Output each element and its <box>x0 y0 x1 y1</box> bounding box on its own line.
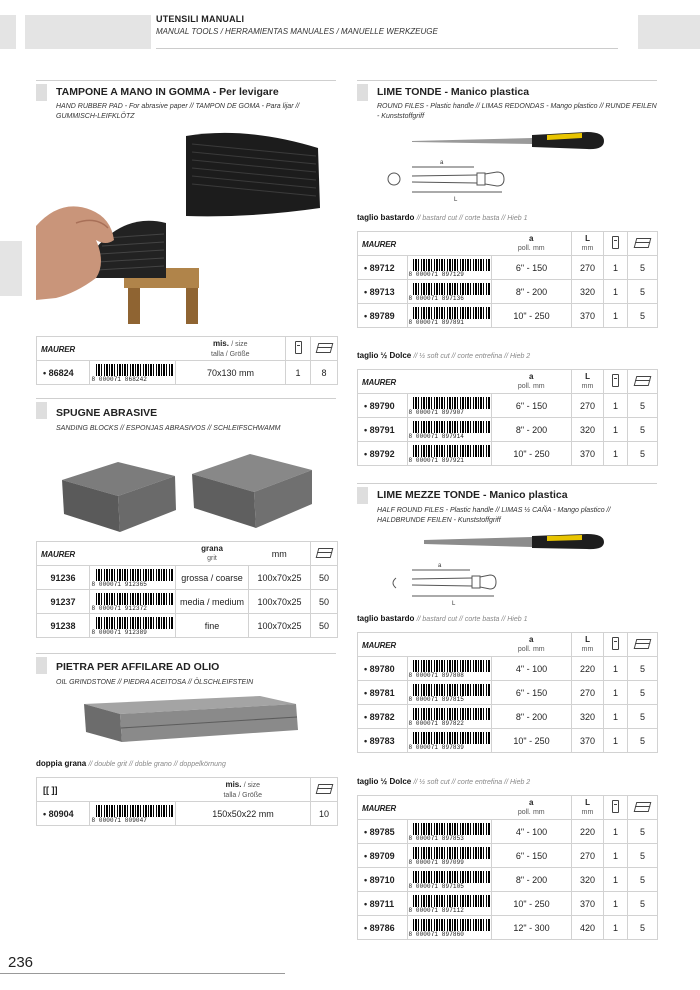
box-cell: 50 <box>311 566 338 590</box>
a-size-cell: 6" - 150 <box>492 681 572 705</box>
lime-tonde-subtitle: ROUND FILES - Plastic handle // LIMAS REDONDAS - Mango plastico // RUNDE FEILEN - Kunststoffgriff <box>377 103 657 120</box>
barcode: 8 000071 897860 <box>409 918 491 938</box>
pack-cell: 1 <box>604 657 628 681</box>
pack-cell: 1 <box>604 916 628 940</box>
barcode: 8 000071 897907 <box>409 396 491 416</box>
box-cell: 5 <box>628 304 658 328</box>
pack-cell: 1 <box>604 868 628 892</box>
box-cell: 10 <box>311 802 338 826</box>
col-a: a <box>529 798 534 807</box>
product-code: • 89782 <box>358 705 408 729</box>
rubber-pad-image <box>36 128 336 328</box>
col-mm: mm <box>249 542 311 566</box>
box-icon <box>634 639 652 649</box>
col-L-mm: mm <box>581 383 594 390</box>
table-row <box>358 418 658 442</box>
a-size-cell: 10" - 250 <box>492 892 572 916</box>
product-code: • 86824 <box>37 361 90 385</box>
box-cell: 50 <box>311 614 338 638</box>
pack-cell: 1 <box>604 304 628 328</box>
length-cell: 320 <box>572 280 604 304</box>
pietra-title: PIETRA PER AFFILARE AD OLIO <box>56 661 220 673</box>
a-size-cell: 8" - 200 <box>492 280 572 304</box>
barcode: 8 000071 897815 <box>409 683 491 703</box>
pack-cell: 1 <box>604 394 628 418</box>
box-cell: 5 <box>628 844 658 868</box>
table-row <box>358 681 658 705</box>
box-cell: 5 <box>628 442 658 466</box>
table-row <box>358 844 658 868</box>
col-size: / size <box>243 781 261 789</box>
barcode: 8 000071 897136 <box>409 282 491 302</box>
section-divider <box>36 653 336 654</box>
product-code: • 89709 <box>358 844 408 868</box>
col-L-mm: mm <box>581 245 594 252</box>
table-row <box>358 280 658 304</box>
a-size-cell: 8" - 200 <box>492 418 572 442</box>
header-tab-left <box>0 15 16 49</box>
dim-a-label: a <box>440 160 444 166</box>
a-size-cell: 10" - 250 <box>492 304 572 328</box>
side-tab <box>0 241 22 296</box>
pietra-grit-label: doppia grana // double grit // doble grano // doppelkörnung <box>36 759 226 768</box>
length-cell: 370 <box>572 892 604 916</box>
header-tab-right <box>638 15 700 49</box>
grit-cell: fine <box>176 614 249 638</box>
pack-icon <box>612 374 619 387</box>
dim-l-label: L <box>452 601 456 607</box>
table-row <box>358 705 658 729</box>
col-mm: mm <box>532 245 545 252</box>
pack-cell: 1 <box>604 442 628 466</box>
barcode: 8 000071 897921 <box>409 444 491 464</box>
product-code: • 89786 <box>358 916 408 940</box>
spugne-title: SPUGNE ABRASIVE <box>56 407 158 419</box>
col-talla: talla / Größe <box>211 350 250 358</box>
pack-cell: 1 <box>604 418 628 442</box>
length-cell: 270 <box>572 681 604 705</box>
product-code: • 89785 <box>358 820 408 844</box>
box-icon <box>634 802 652 812</box>
col-L: L <box>585 234 590 243</box>
dim-l-label: L <box>454 197 458 203</box>
product-code: • 80904 <box>37 802 90 826</box>
tampone-table <box>36 336 338 385</box>
pietra-table <box>36 777 338 826</box>
table-row <box>358 820 658 844</box>
brand-logo: MAURER <box>362 377 396 387</box>
section-marker <box>357 84 368 101</box>
product-code: • 89711 <box>358 892 408 916</box>
barcode: 8 000071 897853 <box>409 822 491 842</box>
section-divider <box>36 398 336 399</box>
col-a: a <box>529 635 534 644</box>
box-cell: 5 <box>628 729 658 753</box>
file-table-t3 <box>357 632 658 753</box>
pack-icon <box>612 236 619 249</box>
col-a: a <box>529 234 534 243</box>
spugne-table <box>36 541 338 638</box>
length-cell: 220 <box>572 657 604 681</box>
pack-cell: 1 <box>604 280 628 304</box>
product-code: • 89789 <box>358 304 408 328</box>
col-mm: mm <box>532 809 545 816</box>
table-row <box>358 256 658 280</box>
length-cell: 370 <box>572 729 604 753</box>
box-icon <box>634 376 652 386</box>
file-table-t1 <box>357 231 658 328</box>
brand-logo: MAURER <box>41 344 75 354</box>
product-code: • 89712 <box>358 256 408 280</box>
col-mis: mis. <box>212 338 229 348</box>
length-cell: 270 <box>572 394 604 418</box>
brand-logo: MAURER <box>362 640 396 650</box>
table-row <box>358 442 658 466</box>
col-L-mm: mm <box>581 809 594 816</box>
box-cell: 5 <box>628 705 658 729</box>
col-a: a <box>529 372 534 381</box>
box-cell: 5 <box>628 657 658 681</box>
cut-label-t4: taglio ½ Dolce // ½ soft cut // corte entrefina // Hieb 2 <box>357 777 531 786</box>
length-cell: 320 <box>572 418 604 442</box>
table-row <box>358 729 658 753</box>
lime-mezze-subtitle: HALF ROUND FILES - Plastic handle // LIMAS ½ CAÑA - Mango plastico // HALDBRUNDE FEILEN - Kunststoffgriff <box>377 507 611 524</box>
table-row <box>37 802 338 826</box>
barcode: 8 000071 897129 <box>409 258 491 278</box>
barcode: 8 000071 897808 <box>409 659 491 679</box>
col-poll: poll. <box>517 809 531 816</box>
box-cell: 5 <box>628 916 658 940</box>
footer-divider <box>0 973 285 974</box>
col-poll: poll. <box>517 646 531 653</box>
grit-cell: grossa / coarse <box>176 566 249 590</box>
product-code: • 89781 <box>358 681 408 705</box>
grit-cell: media / medium <box>176 590 249 614</box>
table-row <box>358 868 658 892</box>
length-cell: 370 <box>572 304 604 328</box>
barcode: 8 000071 897822 <box>409 707 491 727</box>
cut-label-t3: taglio bastardo // bastard cut // corte basta // Hieb 1 <box>357 614 528 623</box>
sanding-blocks-image <box>50 440 330 535</box>
a-size-cell: 4" - 100 <box>492 657 572 681</box>
col-L: L <box>585 798 590 807</box>
header-block <box>25 15 151 49</box>
pack-cell: 1 <box>604 892 628 916</box>
box-cell: 5 <box>628 892 658 916</box>
col-L-mm: mm <box>581 646 594 653</box>
length-cell: 370 <box>572 442 604 466</box>
product-code: • 89780 <box>358 657 408 681</box>
product-code: • 89783 <box>358 729 408 753</box>
brand-logo: MAURER <box>362 803 396 813</box>
file-table-t2 <box>357 369 658 466</box>
pack-cell: 1 <box>604 681 628 705</box>
pack-cell: 1 <box>604 705 628 729</box>
barcode: 8 000071 912372 <box>92 592 174 612</box>
length-cell: 270 <box>572 844 604 868</box>
barcode: 8 000071 897914 <box>409 420 491 440</box>
table-row <box>358 892 658 916</box>
box-cell: 5 <box>628 868 658 892</box>
table-row <box>358 394 658 418</box>
a-size-cell: 10" - 250 <box>492 442 572 466</box>
file-table-t4 <box>357 795 658 940</box>
barcode: 8 000071 897839 <box>409 731 491 751</box>
brand-logo: MAURER <box>362 239 396 249</box>
length-cell: 220 <box>572 820 604 844</box>
col-mm: mm <box>532 383 545 390</box>
pack-icon <box>295 341 302 354</box>
section-divider <box>357 80 657 81</box>
a-size-cell: 6" - 150 <box>492 256 572 280</box>
a-size-cell: 8" - 200 <box>492 868 572 892</box>
product-code: • 89791 <box>358 418 408 442</box>
barcode: 8 000071 897105 <box>409 870 491 890</box>
a-size-cell: 6" - 150 <box>492 394 572 418</box>
size-cell: 70x130 mm <box>176 361 286 385</box>
col-poll: poll. <box>517 245 531 252</box>
table-row <box>37 614 338 638</box>
section-marker <box>36 402 47 419</box>
box-cell: 5 <box>628 280 658 304</box>
pack-cell: 1 <box>604 844 628 868</box>
pack-cell: 1 <box>604 729 628 753</box>
box-cell: 8 <box>311 361 338 385</box>
col-grit: grit <box>207 555 217 562</box>
barcode: 8 000071 897099 <box>409 846 491 866</box>
section-marker <box>357 487 368 504</box>
a-size-cell: 8" - 200 <box>492 705 572 729</box>
col-size: / size <box>231 340 248 348</box>
section-marker <box>36 84 47 101</box>
size-cell: 100x70x25 <box>249 566 311 590</box>
brand-logo: MAURER <box>41 549 75 559</box>
length-cell: 420 <box>572 916 604 940</box>
table-row <box>358 657 658 681</box>
length-cell: 270 <box>572 256 604 280</box>
section-divider <box>357 483 657 484</box>
half-round-file-image <box>382 528 622 608</box>
pack-icon <box>612 637 619 650</box>
box-icon <box>315 548 333 558</box>
box-cell: 5 <box>628 681 658 705</box>
box-cell: 5 <box>628 394 658 418</box>
lime-tonde-title: LIME TONDE - Manico plastica <box>377 86 530 98</box>
barcode: 8 000071 912365 <box>92 568 174 588</box>
tampone-subtitle: HAND RUBBER PAD - For abrasive paper // TAMPON DE GOMA - Para lijar // GUMMISCH-LEIFKLÖTZ <box>56 103 300 120</box>
length-cell: 320 <box>572 868 604 892</box>
product-code: • 89710 <box>358 868 408 892</box>
table-row <box>358 304 658 328</box>
barcode: 8 000071 868242 <box>92 363 174 383</box>
box-icon <box>315 343 333 353</box>
cut-label-t1: taglio bastardo // bastard cut // corte basta // Hieb 1 <box>357 213 528 222</box>
pack-icon <box>612 800 619 813</box>
lime-mezze-title: LIME MEZZE TONDE - Manico plastica <box>377 489 568 501</box>
a-size-cell: 4" - 100 <box>492 820 572 844</box>
barcode: 8 000071 897112 <box>409 894 491 914</box>
col-talla: talla / Größe <box>223 791 262 799</box>
table-row <box>37 361 338 385</box>
dimension-icon: [[ ]] <box>43 784 58 795</box>
col-mis: mis. <box>225 779 242 789</box>
box-cell: 5 <box>628 820 658 844</box>
barcode: 8 000071 897891 <box>409 306 491 326</box>
box-cell: 5 <box>628 418 658 442</box>
product-code: 91238 <box>37 614 90 638</box>
page-number: 236 <box>8 954 34 971</box>
col-L: L <box>585 372 590 381</box>
col-L: L <box>585 635 590 644</box>
size-cell: 100x70x25 <box>249 614 311 638</box>
box-icon <box>634 238 652 248</box>
tampone-title: TAMPONE A MANO IN GOMMA - Per levigare <box>56 86 279 98</box>
pack-cell: 1 <box>286 361 311 385</box>
pietra-subtitle: OIL GRINDSTONE // PIEDRA ACEITOSA // ÖLSCHLEIFSTEIN <box>56 679 254 686</box>
a-size-cell: 12" - 300 <box>492 916 572 940</box>
table-row <box>37 566 338 590</box>
dim-a-label: a <box>438 563 442 569</box>
spugne-subtitle: SANDING BLOCKS // ESPONJAS ABRASIVOS // SCHLEIFSCHWAMM <box>56 425 281 432</box>
product-code: • 89713 <box>358 280 408 304</box>
col-mm: mm <box>532 646 545 653</box>
size-cell: 150x50x22 mm <box>176 802 311 826</box>
a-size-cell: 6" - 150 <box>492 844 572 868</box>
section-marker <box>36 657 47 674</box>
pack-cell: 1 <box>604 256 628 280</box>
box-cell: 5 <box>628 256 658 280</box>
cut-label-t2: taglio ½ Dolce // ½ soft cut // corte entrefina // Hieb 2 <box>357 351 531 360</box>
round-file-image <box>382 126 612 206</box>
size-cell: 100x70x25 <box>249 590 311 614</box>
table-row <box>358 916 658 940</box>
product-code: • 89792 <box>358 442 408 466</box>
col-poll: poll. <box>517 383 531 390</box>
col-grana: grana <box>201 544 223 553</box>
a-size-cell: 10" - 250 <box>492 729 572 753</box>
product-code: • 89790 <box>358 394 408 418</box>
box-cell: 50 <box>311 590 338 614</box>
box-icon <box>315 784 333 794</box>
product-code: 91236 <box>37 566 90 590</box>
page-category-subtitle: MANUAL TOOLS / HERRAMIENTAS MANUALES / MANUELLE WERKZEUGE <box>156 27 438 36</box>
product-code: 91237 <box>37 590 90 614</box>
page-category-title: UTENSILI MANUALI <box>156 14 245 24</box>
section-divider <box>36 80 336 81</box>
length-cell: 320 <box>572 705 604 729</box>
barcode: 8 000071 912389 <box>92 616 174 636</box>
header-divider <box>156 48 618 49</box>
table-row <box>37 590 338 614</box>
pack-cell: 1 <box>604 820 628 844</box>
barcode: 8 000071 809047 <box>92 804 174 824</box>
grindstone-image <box>70 692 310 750</box>
